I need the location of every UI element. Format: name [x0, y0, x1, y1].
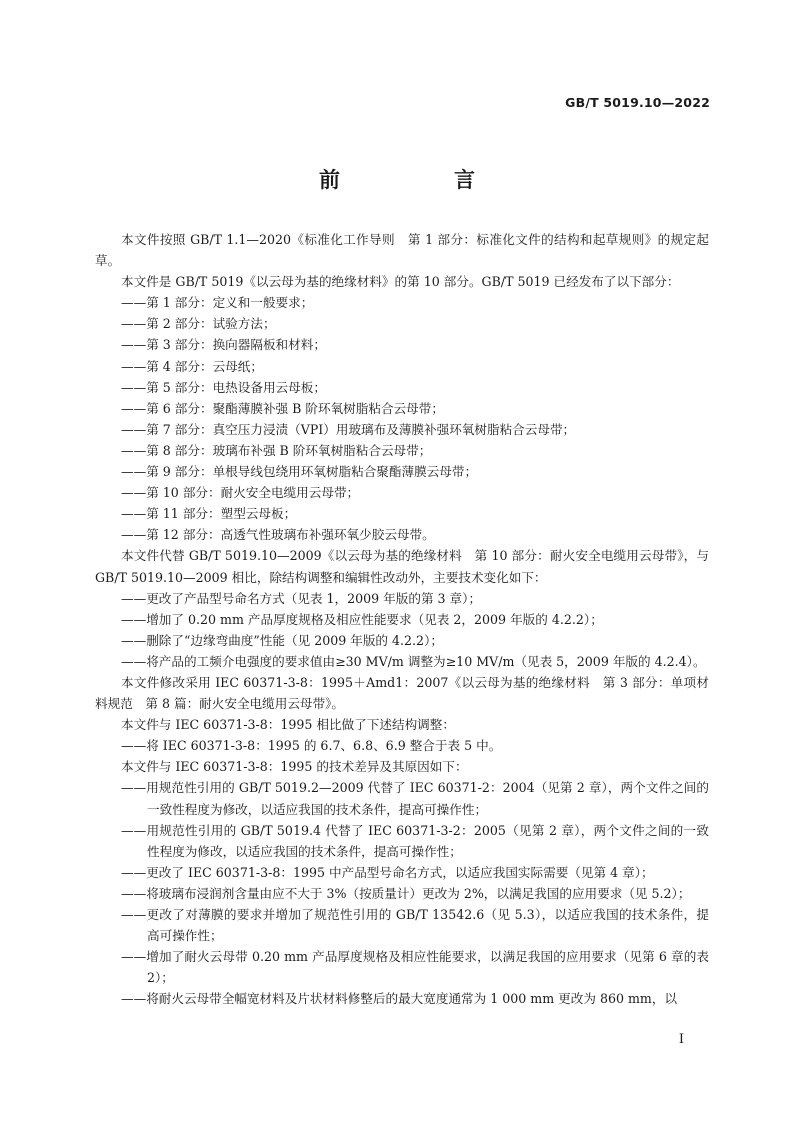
list-item: ——第 7 部分：真空压力浸渍（VPI）用玻璃布及薄膜补强环氧树脂粘合云母带；	[121, 421, 576, 437]
paragraph: 本文件按照 GB/T 1.1—2020《标准化工作导则 第 1 部分：标准化文件的结构和起草规则》的规定起草。	[95, 232, 709, 269]
list-item: ——增加了耐火云母带 0.20 mm 产品厚度规格及相应性能要求，以满足我国的应用要求（见第 6 章的表 2）；	[121, 949, 709, 986]
paragraph: 本文件修改采用 IEC 60371-3-8：1995＋Amd1：2007《以云母为基的绝缘材料 第 3 部分：单项材料规范 第 8 篇：耐火安全电缆用云母带》。	[95, 674, 709, 712]
list-item: ——删除了“边缘弯曲度”性能（见 2009 年版的 4.2.2）；	[121, 632, 443, 648]
page-title: 前 言	[319, 168, 499, 192]
list-item: ——增加了 0.20 mm 产品厚度规格及相应性能要求（见表 2，2009 年版的 4.2.2）；	[121, 611, 603, 627]
list-item: ——将 IEC 60371-3-8：1995 的 6.7、6.8、6.9 整合于表 5 中。	[121, 738, 502, 754]
list-item: ——更改了对薄膜的要求并增加了规范性引用的 GB/T 13542.6（见 5.3），以适应我国的技术条件，提高可操作性；	[121, 907, 709, 944]
list-item: ——更改了产品型号命名方式（见表 1，2009 年版的第 3 章）；	[121, 590, 482, 606]
list-item: ——第 4 部分：云母纸；	[121, 358, 263, 374]
list-item: ——第 5 部分：电热设备用云母板；	[121, 379, 326, 395]
paragraph: 本文件与 IEC 60371-3-8：1995 的技术差异及其原因如下：	[121, 759, 468, 775]
paragraph: 本文件与 IEC 60371-3-8：1995 相比做了下述结构调整：	[121, 717, 455, 733]
list-item: ——第 1 部分：定义和一般要求；	[121, 295, 314, 311]
paragraph: 本文件是 GB/T 5019《以云母为基的绝缘材料》的第 10 部分。GB/T 5019 已经发布了以下部分：	[121, 274, 680, 290]
list-item: ——将玻璃布浸润剂含量由应不大于 3%（按质量计）更改为 2%，以满足我国的应用要求（见 5.2）；	[121, 885, 691, 901]
list-item: ——第 3 部分：换向器隔板和材料；	[121, 337, 326, 353]
list-item: ——第 8 部分：玻璃布补强 B 阶环氧树脂粘合云母带；	[121, 442, 432, 458]
list-item: ——用规范性引用的 GB/T 5019.2—2009 代替了 IEC 60371-2：2004（见第 2 章），两个文件之间的一致性程度为修改，以适应我国的技术条件，提高可操作性；	[121, 780, 709, 817]
page-number: I	[678, 1032, 684, 1047]
paragraph: 本文件代替 GB/T 5019.10—2009《以云母为基的绝缘材料 第 10 部分：耐火安全电缆用云母带》，与 GB/T 5019.10—2009 相比，除结构调整和编辑性改动外，主要技术变化如下：	[95, 548, 709, 585]
list-item: ——将产品的工频介电强度的要求值由≥30 MV/m 调整为≥10 MV/m（见表 5，2009 年版的 4.2.4）。	[121, 653, 706, 669]
list-item: ——第 12 部分：高透气性玻璃布补强环氧少胶云母带。	[121, 527, 435, 543]
foreword-body	[95, 229, 709, 1009]
list-item: ——第 11 部分：塑型云母板；	[121, 506, 297, 522]
list-item: ——将耐火云母带全幅宽材料及片状材料修整后的最大宽度通常为 1 000 mm 更改为 860 mm，以	[121, 991, 678, 1007]
list-item: ——第 9 部分：单根导线包绕用环氧树脂粘合聚酯薄膜云母带；	[121, 464, 478, 480]
list-item: ——第 10 部分：耐火安全电缆用云母带；	[121, 485, 360, 501]
list-item: ——第 2 部分：试验方法；	[121, 316, 276, 332]
document-code: GB/T 5019.10—2022	[565, 95, 710, 110]
list-item: ——第 6 部分：聚酯薄膜补强 B 阶环氧树脂粘合云母带；	[121, 400, 444, 416]
list-item: ——更改了 IEC 60371-3-8：1995 中产品型号命名方式，以适应我国实际需要（见第 4 章）；	[121, 864, 654, 880]
list-item: ——用规范性引用的 GB/T 5019.4 代替了 IEC 60371-3-2：2005（见第 2 章），两个文件之间的一致性程度为修改，以适应我国的技术条件，提高可操作性；	[121, 822, 709, 859]
